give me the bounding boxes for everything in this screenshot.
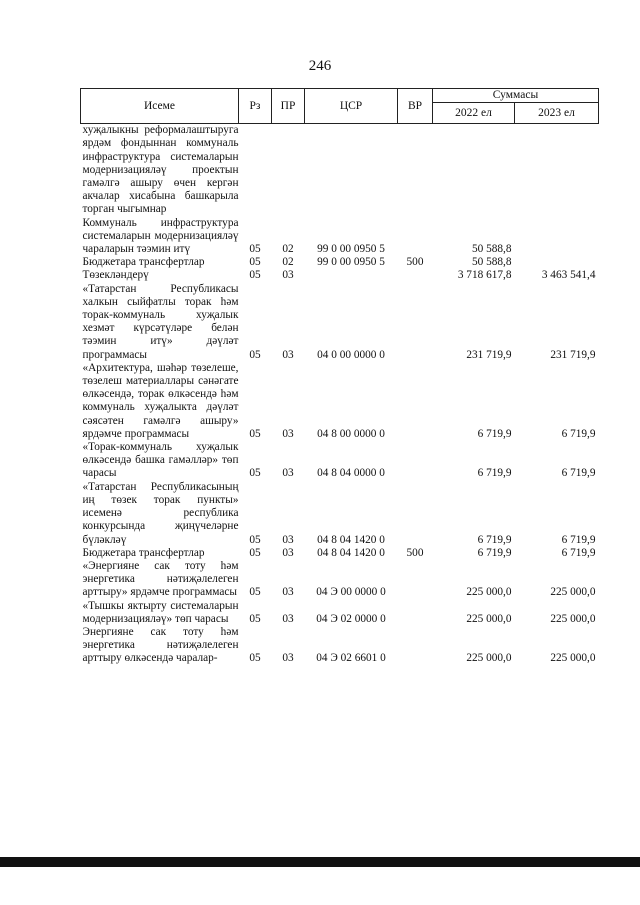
row-vr: 500 [406,546,424,559]
row-rz: 05 [249,586,261,599]
row-pr: 03 [282,348,294,361]
row-sum-2022: 231 719,9 [466,348,512,361]
row-pr: 02 [282,256,294,269]
row-rz: 05 [249,348,261,361]
row-sum-2023: 6 719,9 [561,546,596,559]
row-sum-2023: 6 719,9 [561,427,596,440]
row-name: «Торак-коммуналь хуҗалык өлкәсендә башка гамәлләр» төп чарасы [82,441,239,480]
row-sum-2022: 225 000,0 [466,612,512,625]
table-row [81,560,599,600]
header-year-2023: 2023 ел [515,103,599,124]
row-name: «Архитектура, шәһәр төзелеше, төзелеш материаллары сәнәгате өлкәсендә, торак өлкәсендә һәм коммуналь хуҗалыкта дәүләт сәясәтен гамәлгә ашыру» ярдәмче программасы [82,361,239,440]
row-sum-2022: 50 588,8 [471,256,512,269]
row-name: хуҗалыкны реформалаштыруга ярдәм фондыннан коммуналь инфраструктура системаларын модернизацияләү проектын гамәлгә ашыру өчен кергән акчалар хисабына башкарыла торган чыгымнар [82,124,239,216]
table-row [81,362,599,441]
row-csr: 99 0 00 0950 5 [317,243,385,256]
row-vr [398,124,433,217]
header-year-2022: 2022 ел [433,103,515,124]
row-rz: 05 [249,427,261,440]
header-rz: Рз [239,89,272,124]
row-sum-2022: 6 719,9 [477,427,512,440]
table-row [81,626,599,666]
row-csr: 99 0 00 0950 5 [317,256,385,269]
row-csr [305,269,398,282]
row-name: Бюджетара трансфертлар [82,256,205,269]
row-rz: 05 [249,256,261,269]
row-rz: 05 [249,612,261,625]
row-vr [398,626,433,666]
row-csr: 04 Э 02 0000 0 [316,612,386,625]
row-sum-2022: 50 588,8 [471,243,512,256]
row-sum-2022: 6 719,9 [477,467,512,480]
row-sum-2022: 225 000,0 [466,586,512,599]
table-row [81,283,599,362]
row-csr: 04 8 04 1420 0 [317,533,385,546]
row-csr: 04 Э 02 6601 0 [316,652,386,665]
row-csr: 04 0 00 0000 0 [317,348,385,361]
row-sum-2022: 6 719,9 [477,533,512,546]
row-sum-2023 [515,256,599,269]
row-name: Бюджетара трансфертлар [82,546,205,559]
row-vr [398,362,433,441]
row-vr [398,560,433,600]
header-name: Исеме [81,89,239,124]
row-rz: 05 [249,546,261,559]
row-pr: 03 [282,533,294,546]
table-row [81,600,599,626]
page-number: 246 [308,58,332,74]
table-row [81,441,599,481]
table-row [81,217,599,257]
row-sum-2023: 225 000,0 [550,586,596,599]
row-pr: 03 [282,427,294,440]
row-name: «Татарстан Республикасы халкын сыйфатлы торак һәм торак-коммуналь хуҗалык хезмәт күрсәтүләре белән тәэмин итү» дәүләт программасы [82,282,239,361]
row-vr: 500 [406,256,424,269]
row-vr [398,600,433,626]
row-sum-2023: 3 463 541,4 [541,269,596,282]
row-name: Төзекләндерү [82,269,149,282]
row-rz: 05 [249,243,261,256]
row-vr [398,217,433,257]
row-vr [398,481,433,547]
row-sum-2023: 225 000,0 [550,612,596,625]
row-rz: 05 [249,533,261,546]
row-sum-2023 [515,217,599,257]
row-name: Коммуналь инфраструктура системаларын модернизацияләү чараларын тәэмин итү [82,216,239,256]
row-vr [398,269,433,282]
row-rz [239,124,272,217]
row-sum-2023 [515,124,599,217]
scan-bottom-edge [0,857,640,867]
row-csr: 04 Э 00 0000 0 [316,586,386,599]
row-rz: 05 [249,269,261,282]
row-sum-2022: 3 718 617,8 [457,269,512,282]
row-csr: 04 8 04 0000 0 [317,467,385,480]
row-sum-2022 [433,124,515,217]
row-sum-2023: 225 000,0 [550,652,596,665]
row-pr: 03 [282,612,294,625]
row-vr [398,441,433,481]
row-name: «Тышкы яктырту системаларын модернизацияләү» төп чарасы [82,599,239,625]
row-sum-2023: 6 719,9 [561,533,596,546]
row-pr: 03 [282,269,294,282]
header-pr: ПР [272,89,305,124]
row-rz: 05 [249,652,261,665]
row-csr: 04 8 04 1420 0 [317,546,385,559]
row-pr: 02 [282,243,294,256]
table-row [81,269,599,282]
row-csr: 04 8 00 0000 0 [317,427,385,440]
row-name: «Татарстан Республикасының иң төзек торак пункты» исеменә республика конкурсында җиңүчеләрне бүләкләү [82,480,239,546]
table-body [81,124,599,666]
table-row [81,547,599,560]
row-rz: 05 [249,467,261,480]
row-csr [305,124,398,217]
row-sum-2023: 6 719,9 [561,467,596,480]
header-vr: ВР [398,89,433,124]
budget-table [80,88,599,666]
table-row [81,256,599,269]
row-pr [272,124,305,217]
table-row [81,124,599,217]
row-pr: 03 [282,586,294,599]
row-pr: 03 [282,467,294,480]
header-csr: ЦСР [305,89,398,124]
header-sums: Суммасы [433,89,599,103]
row-name: «Энергияне сак тоту һәм энергетика нәтиҗәлелеген арттыру» ярдәмче программасы [82,559,239,599]
row-sum-2022: 6 719,9 [477,546,512,559]
row-name: Энергияне сак тоту һәм энергетика нәтиҗәлелеген арттыру өлкәсендә чаралар- [82,625,239,665]
row-vr [398,283,433,362]
row-sum-2023: 231 719,9 [550,348,596,361]
row-pr: 03 [282,652,294,665]
row-sum-2022: 225 000,0 [466,652,512,665]
row-pr: 03 [282,546,294,559]
table-row [81,481,599,547]
